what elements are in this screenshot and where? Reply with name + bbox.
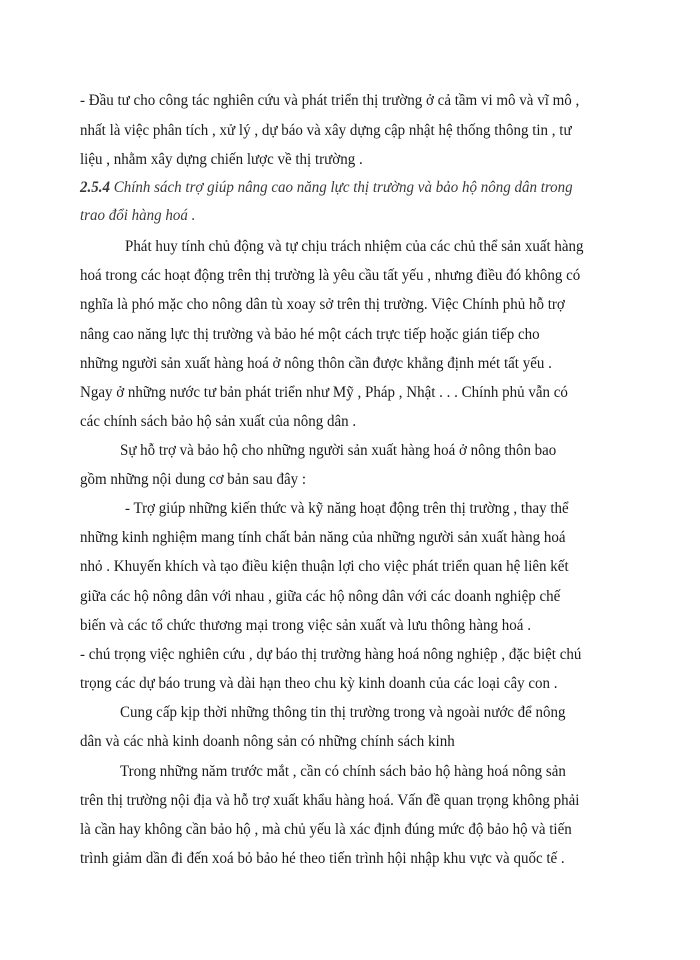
paragraph-line: nhỏ . Khuyến khích và tạo điều kiện thuận lợi cho việc phát triển quan hệ liên kết <box>80 558 569 575</box>
paragraph-line: trên thị trường nội địa và hỗ trợ xuất khẩu hàng hoá. Vấn đề quan trọng không phải <box>80 792 580 809</box>
paragraph-line: trình giảm dần đi đến xoá bỏ bảo hé theo tiến trình hội nhập khu vực và quốc tế . <box>80 850 565 867</box>
paragraph-line: Cung cấp kịp thời những thông tin thị trường trong và ngoài nước để nông <box>120 704 566 721</box>
paragraph-line: là cần hay không cần bảo hộ , mà chủ yếu là xác định đúng mức độ bảo hộ và tiến <box>80 821 572 838</box>
bullet-line: - Đầu tư cho công tác nghiên cứu và phát triển thị trường ở cả tầm vi mô và vĩ mô , <box>80 92 580 109</box>
paragraph-line: những người sản xuất hàng hoá ở nông thôn cần được khẳng định mét tất yếu . <box>80 355 552 372</box>
text-line: liệu , nhằm xây dựng chiến lược về thị trường . <box>80 151 363 168</box>
paragraph-line: các chính sách bảo hộ sản xuất của nông dân . <box>80 413 357 430</box>
section-heading <box>80 177 680 199</box>
text-line: nhất là việc phân tích , xử lý , dự báo và xây dựng cập nhật hệ thống thông tin , tư <box>80 122 572 139</box>
bullet-line: - chú trọng việc nghiên cứu , dự báo thị trường hàng hoá nông nghiệp , đặc biệt chú <box>80 646 582 663</box>
paragraph-line: biến và các tổ chức thương mại trong việc sản xuất và lưu thông hàng hoá . <box>80 617 531 634</box>
paragraph-line: giữa các hộ nông dân với nhau , giữa các hộ nông dân với các doanh nghiệp chế <box>80 588 561 605</box>
paragraph-line: những kinh nghiệm mang tính chất bản năng của những người sản xuất hàng hoá <box>80 529 566 546</box>
paragraph-line: Sự hỗ trợ và bảo hộ cho những người sản xuất hàng hoá ở nông thôn bao <box>120 442 557 459</box>
paragraph-line: Ngay ở những nước tư bản phát triển như Mỹ , Pháp , Nhật . . . Chính phủ vẫn có <box>80 384 568 401</box>
paragraph-line: trọng các dự báo trung và dài hạn theo chu kỳ kinh doanh của các loại cây con . <box>80 675 558 692</box>
section-number: 2.5.4 <box>80 179 110 196</box>
paragraph-line: Phát huy tính chủ động và tự chịu trách nhiệm của các chủ thể sản xuất hàng <box>125 238 584 255</box>
section-heading-cont: trao đổi hàng hoá . <box>80 207 196 224</box>
paragraph-line: gồm những nội dung cơ bản sau đây : <box>80 471 307 488</box>
paragraph-line: nghĩa là phó mặc cho nông dân tù xoay sở trên thị trường. Việc Chính phủ hỗ trợ <box>80 296 565 313</box>
paragraph-line: hoá trong các hoạt động trên thị trường là yêu cầu tất yếu , nhưng điều đó không có <box>80 267 581 284</box>
paragraph-line: Trong những năm trước mắt , cần có chính sách bảo hộ hàng hoá nông sản <box>120 763 566 780</box>
paragraph-line: dân và các nhà kinh doanh nông sản có những chính sách kinh <box>80 733 455 750</box>
bullet-line: - Trợ giúp những kiến thức và kỹ năng hoạt động trên thị trường , thay thể <box>125 500 569 517</box>
paragraph-line: nâng cao năng lực thị trường và bảo hé một cách trực tiếp hoặc gián tiếp cho <box>80 326 540 343</box>
section-title: Chính sách trợ giúp nâng cao năng lực thị trường và bảo hộ nông dân trong <box>113 179 573 196</box>
